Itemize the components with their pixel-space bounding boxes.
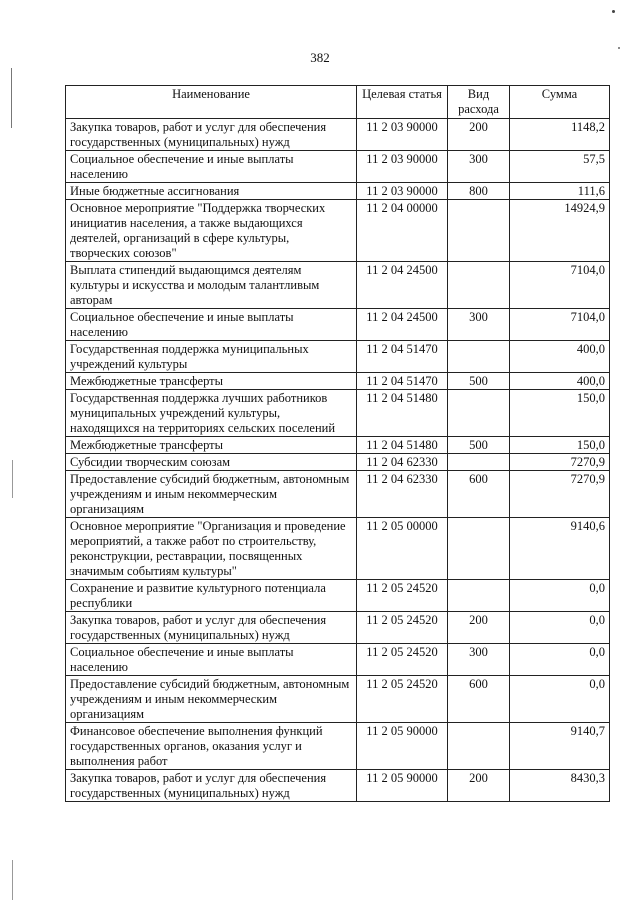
cell-name: Социальное обеспечение и иные выплаты населению <box>66 151 357 183</box>
cell-target-article: 11 2 05 24520 <box>357 580 448 612</box>
table-row <box>66 518 610 580</box>
cell-sum: 7270,9 <box>510 454 610 471</box>
cell-target-article: 11 2 04 24500 <box>357 262 448 309</box>
table-row <box>66 373 610 390</box>
cell-sum: 1148,2 <box>510 119 610 151</box>
cell-name: Финансовое обеспечение выполнения функций государственных органов, оказания услуг и выполнения работ <box>66 723 357 770</box>
cell-expense-type: 300 <box>448 644 510 676</box>
cell-expense-type <box>448 200 510 262</box>
cell-expense-type: 600 <box>448 471 510 518</box>
cell-sum: 8430,3 <box>510 770 610 802</box>
cell-sum: 9140,7 <box>510 723 610 770</box>
cell-target-article: 11 2 05 90000 <box>357 723 448 770</box>
cell-target-article: 11 2 04 51470 <box>357 341 448 373</box>
cell-target-article: 11 2 05 24520 <box>357 612 448 644</box>
cell-target-article: 11 2 04 51470 <box>357 373 448 390</box>
cell-target-article: 11 2 04 00000 <box>357 200 448 262</box>
cell-target-article: 11 2 04 62330 <box>357 454 448 471</box>
cell-expense-type: 200 <box>448 770 510 802</box>
cell-expense-type: 600 <box>448 676 510 723</box>
scan-speck <box>618 47 620 49</box>
cell-sum: 400,0 <box>510 373 610 390</box>
header-sum: Сумма <box>510 86 610 119</box>
cell-expense-type <box>448 390 510 437</box>
cell-expense-type: 200 <box>448 119 510 151</box>
cell-name: Иные бюджетные ассигнования <box>66 183 357 200</box>
cell-expense-type <box>448 723 510 770</box>
table-row <box>66 151 610 183</box>
table-header-row <box>66 86 610 119</box>
cell-name: Предоставление субсидий бюджетным, автономным учреждениям и иным некоммерческим организациям <box>66 676 357 723</box>
table-row <box>66 454 610 471</box>
cell-name: Межбюджетные трансферты <box>66 437 357 454</box>
cell-sum: 150,0 <box>510 437 610 454</box>
table-row <box>66 390 610 437</box>
scan-edge-mark <box>12 860 13 900</box>
cell-sum: 7104,0 <box>510 309 610 341</box>
cell-sum: 0,0 <box>510 580 610 612</box>
header-expense-type: Вид расхода <box>448 86 510 119</box>
cell-expense-type <box>448 454 510 471</box>
cell-name: Основное мероприятие "Организация и проведение мероприятий, а также работ по строительству, реконструкции, реставрации, посвященных значимым событиям культуры" <box>66 518 357 580</box>
table-row <box>66 471 610 518</box>
cell-expense-type <box>448 262 510 309</box>
cell-target-article: 11 2 04 51480 <box>357 437 448 454</box>
table-row <box>66 183 610 200</box>
table-body <box>66 119 610 802</box>
cell-expense-type: 200 <box>448 612 510 644</box>
cell-name: Закупка товаров, работ и услуг для обеспечения государственных (муниципальных) нужд <box>66 612 357 644</box>
cell-expense-type: 300 <box>448 309 510 341</box>
page-number: 382 <box>310 50 330 65</box>
table-row <box>66 309 610 341</box>
cell-target-article: 11 2 05 90000 <box>357 770 448 802</box>
cell-target-article: 11 2 03 90000 <box>357 119 448 151</box>
cell-sum: 7104,0 <box>510 262 610 309</box>
cell-name: Государственная поддержка муниципальных учреждений культуры <box>66 341 357 373</box>
table-row <box>66 437 610 454</box>
cell-sum: 14924,9 <box>510 200 610 262</box>
cell-name: Сохранение и развитие культурного потенциала республики <box>66 580 357 612</box>
table-row <box>66 723 610 770</box>
cell-sum: 150,0 <box>510 390 610 437</box>
scan-edge-mark <box>11 68 12 128</box>
cell-sum: 400,0 <box>510 341 610 373</box>
table-row <box>66 676 610 723</box>
cell-target-article: 11 2 03 90000 <box>357 151 448 183</box>
table-row <box>66 644 610 676</box>
cell-sum: 0,0 <box>510 612 610 644</box>
cell-target-article: 11 2 03 90000 <box>357 183 448 200</box>
cell-target-article: 11 2 04 62330 <box>357 471 448 518</box>
cell-sum: 57,5 <box>510 151 610 183</box>
cell-name: Предоставление субсидий бюджетным, автономным учреждениям и иным некоммерческим организациям <box>66 471 357 518</box>
table-row <box>66 341 610 373</box>
cell-name: Субсидии творческим союзам <box>66 454 357 471</box>
cell-expense-type <box>448 341 510 373</box>
table-row <box>66 770 610 802</box>
header-target-article: Целевая статья <box>357 86 448 119</box>
cell-sum: 111,6 <box>510 183 610 200</box>
cell-name: Социальное обеспечение и иные выплаты населению <box>66 644 357 676</box>
cell-sum: 9140,6 <box>510 518 610 580</box>
cell-target-article: 11 2 04 51480 <box>357 390 448 437</box>
table-row <box>66 612 610 644</box>
cell-expense-type: 500 <box>448 373 510 390</box>
header-name: Наименование <box>66 86 357 119</box>
cell-target-article: 11 2 04 24500 <box>357 309 448 341</box>
scan-edge-mark <box>12 460 13 498</box>
table-row <box>66 262 610 309</box>
cell-expense-type <box>448 518 510 580</box>
budget-table <box>65 85 610 802</box>
cell-name: Закупка товаров, работ и услуг для обеспечения государственных (муниципальных) нужд <box>66 770 357 802</box>
scan-speck <box>612 10 615 13</box>
cell-name: Социальное обеспечение и иные выплаты населению <box>66 309 357 341</box>
cell-name: Закупка товаров, работ и услуг для обеспечения государственных (муниципальных) нужд <box>66 119 357 151</box>
cell-name: Выплата стипендий выдающимся деятелям культуры и искусства и молодым талантливым авторам <box>66 262 357 309</box>
cell-expense-type: 500 <box>448 437 510 454</box>
cell-name: Государственная поддержка лучших работников муниципальных учреждений культуры, находящихся на территориях сельских поселений <box>66 390 357 437</box>
cell-sum: 0,0 <box>510 676 610 723</box>
table-row <box>66 200 610 262</box>
cell-expense-type: 800 <box>448 183 510 200</box>
cell-name: Основное мероприятие "Поддержка творческих инициатив населения, а также выдающихся деятелей, организаций в сфере культуры, творческих союзов" <box>66 200 357 262</box>
cell-target-article: 11 2 05 24520 <box>357 676 448 723</box>
cell-sum: 7270,9 <box>510 471 610 518</box>
cell-expense-type: 300 <box>448 151 510 183</box>
cell-sum: 0,0 <box>510 644 610 676</box>
cell-target-article: 11 2 05 00000 <box>357 518 448 580</box>
cell-expense-type <box>448 580 510 612</box>
cell-name: Межбюджетные трансферты <box>66 373 357 390</box>
table-row <box>66 580 610 612</box>
cell-target-article: 11 2 05 24520 <box>357 644 448 676</box>
table-row <box>66 119 610 151</box>
